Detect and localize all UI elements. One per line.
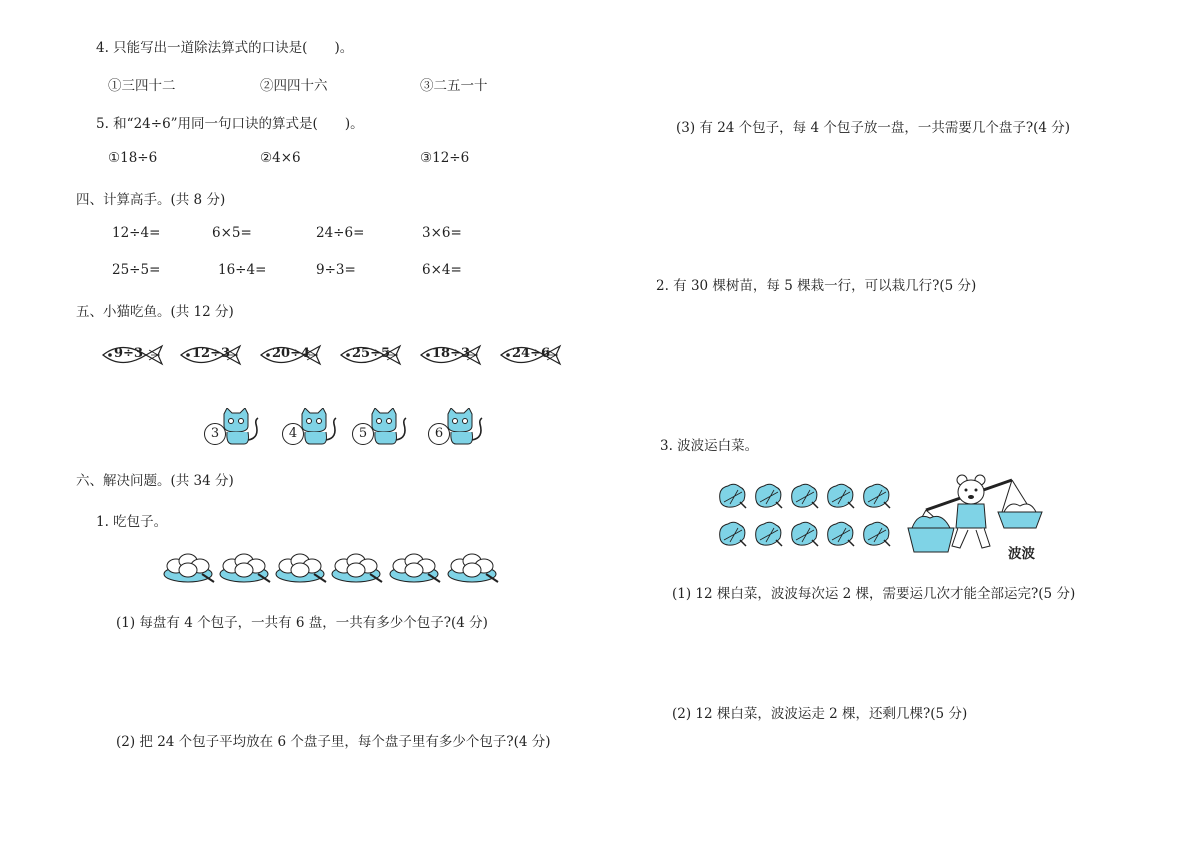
- calc-item: 25÷5=: [112, 262, 161, 278]
- problem-1-title: 1. 吃包子。: [96, 514, 168, 530]
- problem-1-q3: (3) 有 24 个包子，每 4 个包子放一盘，一共需要几个盘子?(4 分): [676, 120, 1070, 136]
- section-4-title: 四、计算高手。(共 8 分): [76, 192, 226, 208]
- calc-item: 6×5=: [212, 225, 252, 241]
- bun-plate-icon: [388, 548, 442, 584]
- cat-card: [352, 408, 412, 448]
- cabbage-icon: [752, 482, 784, 510]
- q5-option-3: ③12÷6: [420, 150, 470, 166]
- problem-3-q2: (2) 12 棵白菜，波波运走 2 棵，还剩几棵?(5 分): [672, 706, 968, 722]
- bun-plate-icon: [162, 548, 216, 584]
- fish-expression: 20÷4: [272, 346, 311, 361]
- fish-card: [338, 340, 404, 370]
- question-4: 4. 只能写出一道除法算式的口诀是( )。: [96, 40, 354, 56]
- problem-1-q2: (2) 把 24 个包子平均放在 6 个盘子里，每个盘子里有多少个包子?(4 分): [116, 734, 551, 750]
- calc-item: 9÷3=: [316, 262, 356, 278]
- q4-option-1: ①三四十二: [108, 78, 176, 94]
- section-6-title: 六、解决问题。(共 34 分): [76, 473, 234, 489]
- fish-card: [178, 340, 244, 370]
- q5-option-1: ①18÷6: [108, 150, 158, 166]
- cabbage-icon: [824, 520, 856, 548]
- cat-card: [204, 408, 264, 448]
- problem-2: 2. 有 30 棵树苗，每 5 棵栽一行，可以栽几行?(5 分): [656, 278, 977, 294]
- cat-number: 4: [282, 423, 304, 445]
- section-5-title: 五、小猫吃鱼。(共 12 分): [76, 304, 234, 320]
- cabbage-icon: [860, 520, 892, 548]
- bun-plate-icon: [330, 548, 384, 584]
- calc-item: 24÷6=: [316, 225, 365, 241]
- fish-card: [418, 340, 484, 370]
- problem-3-q1: (1) 12 棵白菜，波波每次运 2 棵，需要运几次才能全部运完?(5 分): [672, 586, 1076, 602]
- bun-plate-icon: [274, 548, 328, 584]
- cat-number: 5: [352, 423, 374, 445]
- bun-plate-icon: [446, 548, 500, 584]
- fish-card: [100, 340, 166, 370]
- calc-item: 12÷4=: [112, 225, 161, 241]
- fish-expression: 24÷6: [512, 346, 551, 361]
- cabbage-icon: [716, 482, 748, 510]
- fish-expression: 25÷5: [352, 346, 391, 361]
- cabbage-icon: [752, 520, 784, 548]
- fish-card: [498, 340, 564, 370]
- cat-card: [428, 408, 488, 448]
- q4-option-3: ③二五一十: [420, 78, 488, 94]
- problem-1-q1: (1) 每盘有 4 个包子，一共有 6 盘，一共有多少个包子?(4 分): [116, 615, 488, 631]
- calc-item: 16÷4=: [218, 262, 267, 278]
- question-5: 5. 和“24÷6”用同一句口诀的算式是( )。: [96, 116, 364, 132]
- calc-item: 3×6=: [422, 225, 462, 241]
- bun-plate-icon: [218, 548, 272, 584]
- cabbage-icon: [716, 520, 748, 548]
- cabbage-icon: [788, 482, 820, 510]
- cat-card: [282, 408, 342, 448]
- calc-item: 6×4=: [422, 262, 462, 278]
- fish-expression: 18÷3: [432, 346, 471, 361]
- q5-option-2: ②4×6: [260, 150, 301, 166]
- cat-number: 6: [428, 423, 450, 445]
- fish-card: [258, 340, 324, 370]
- fish-expression: 12÷3: [192, 346, 231, 361]
- fish-expression: 9÷3: [114, 346, 143, 361]
- bobo-label: 波波: [1008, 546, 1035, 562]
- cabbage-icon: [788, 520, 820, 548]
- cat-number: 3: [204, 423, 226, 445]
- problem-3-title: 3. 波波运白菜。: [660, 438, 759, 454]
- cabbage-icon: [824, 482, 856, 510]
- q4-option-2: ②四四十六: [260, 78, 328, 94]
- cabbage-icon: [860, 482, 892, 510]
